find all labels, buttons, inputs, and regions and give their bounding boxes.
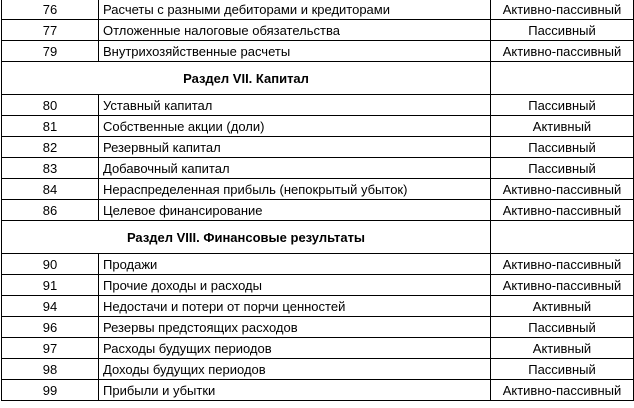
account-number: 76 (2, 0, 99, 20)
table-row (2, 158, 634, 179)
account-name: Расходы будущих периодов (99, 338, 491, 359)
account-type: Пассивный (491, 137, 634, 158)
account-type: Активно-пассивный (491, 41, 634, 62)
account-type: Пассивный (491, 95, 634, 116)
table-row (2, 137, 634, 158)
account-number: 79 (2, 41, 99, 62)
account-number: 82 (2, 137, 99, 158)
table-row (2, 200, 634, 221)
account-type: Активно-пассивный (491, 380, 634, 401)
table-row (2, 380, 634, 401)
account-name: Нераспределенная прибыль (непокрытый убыток) (99, 179, 491, 200)
empty-cell (491, 221, 634, 254)
account-name: Недостачи и потери от порчи ценностей (99, 296, 491, 317)
account-type: Активный (491, 338, 634, 359)
account-name: Отложенные налоговые обязательства (99, 20, 491, 41)
account-name: Внутрихозяйственные расчеты (99, 41, 491, 62)
table-row (2, 317, 634, 338)
account-name: Собственные акции (доли) (99, 116, 491, 137)
account-number: 99 (2, 380, 99, 401)
account-name: Добавочный капитал (99, 158, 491, 179)
account-type: Пассивный (491, 20, 634, 41)
account-number: 90 (2, 254, 99, 275)
account-number: 80 (2, 95, 99, 116)
account-type: Пассивный (491, 359, 634, 380)
account-number: 96 (2, 317, 99, 338)
section-header-row (2, 221, 634, 254)
account-name: Продажи (99, 254, 491, 275)
account-name: Уставный капитал (99, 95, 491, 116)
table-row (2, 0, 634, 20)
account-name: Резервный капитал (99, 137, 491, 158)
account-number: 81 (2, 116, 99, 137)
account-number: 98 (2, 359, 99, 380)
account-number: 83 (2, 158, 99, 179)
account-type: Активно-пассивный (491, 254, 634, 275)
table-row (2, 179, 634, 200)
account-type: Пассивный (491, 158, 634, 179)
section-title: Раздел VIII. Финансовые результаты (2, 221, 491, 254)
account-type: Активно-пассивный (491, 275, 634, 296)
account-name: Доходы будущих периодов (99, 359, 491, 380)
table-row (2, 41, 634, 62)
table-row (2, 116, 634, 137)
account-name: Прочие доходы и расходы (99, 275, 491, 296)
account-number: 77 (2, 20, 99, 41)
table-row (2, 296, 634, 317)
account-type: Активно-пассивный (491, 200, 634, 221)
account-type: Активно-пассивный (491, 179, 634, 200)
section-header-row (2, 62, 634, 95)
chart-of-accounts-table (1, 0, 634, 401)
table-row (2, 275, 634, 296)
empty-cell (491, 62, 634, 95)
account-name: Расчеты с разными дебиторами и кредиторами (99, 0, 491, 20)
table-row (2, 254, 634, 275)
table-row (2, 20, 634, 41)
account-type: Активный (491, 296, 634, 317)
section-title: Раздел VII. Капитал (2, 62, 491, 95)
account-number: 97 (2, 338, 99, 359)
account-number: 86 (2, 200, 99, 221)
account-name: Целевое финансирование (99, 200, 491, 221)
account-number: 84 (2, 179, 99, 200)
table-row (2, 359, 634, 380)
table-row (2, 338, 634, 359)
account-name: Прибыли и убытки (99, 380, 491, 401)
account-number: 94 (2, 296, 99, 317)
account-type: Пассивный (491, 317, 634, 338)
table-row (2, 95, 634, 116)
account-number: 91 (2, 275, 99, 296)
account-type: Активно-пассивный (491, 0, 634, 20)
account-name: Резервы предстоящих расходов (99, 317, 491, 338)
account-type: Активный (491, 116, 634, 137)
